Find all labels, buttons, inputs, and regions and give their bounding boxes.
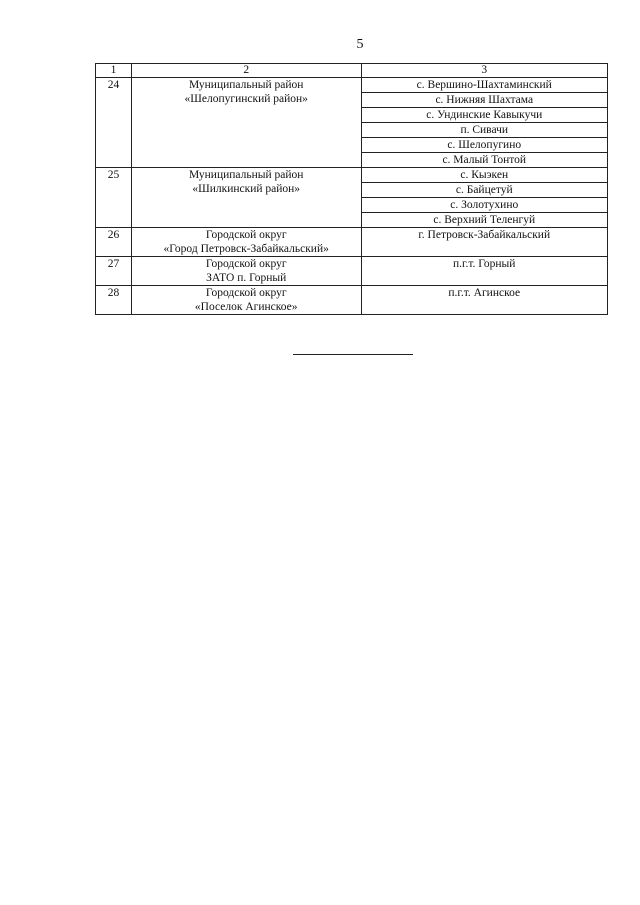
district-name-line: «Шилкинский район»	[192, 183, 301, 195]
settlement-cell: с. Малый Тонтой	[361, 153, 608, 168]
settlements-table	[95, 63, 608, 315]
settlement-cell: с. Нижняя Шахтама	[361, 93, 608, 108]
district-name-cell	[131, 286, 361, 315]
row-number: 24	[96, 78, 132, 168]
district-name-cell	[131, 257, 361, 286]
district-name-line: Муниципальный район	[188, 169, 304, 181]
district-name-cell	[131, 228, 361, 257]
settlement-cell: с. Ундинские Кавыкучи	[361, 108, 608, 123]
district-name-cell	[131, 78, 361, 168]
district-name-line: Муниципальный район	[188, 79, 304, 91]
row-number: 27	[96, 257, 132, 286]
table-row	[96, 257, 608, 286]
settlement-cell: с. Шелопугино	[361, 138, 608, 153]
table-row	[96, 78, 608, 93]
settlement-cell: п.г.т. Горный	[361, 257, 608, 286]
district-name-line: «Шелопугинский район»	[184, 93, 308, 105]
end-rule	[293, 354, 413, 355]
settlement-cell: с. Золотухино	[361, 198, 608, 213]
settlement-cell: п. Сивачи	[361, 123, 608, 138]
district-name-line: Городской округ	[205, 229, 287, 241]
district-name-line: «Город Петровск-Забайкальский»	[163, 243, 329, 255]
district-name-line: Городской округ	[205, 287, 287, 299]
header-col-2: 2	[131, 64, 361, 78]
district-name-cell	[131, 168, 361, 228]
row-number: 28	[96, 286, 132, 315]
row-number: 26	[96, 228, 132, 257]
page-number: 5	[356, 37, 364, 52]
district-name-line: ЗАТО п. Горный	[206, 272, 287, 284]
table-row	[96, 286, 608, 315]
settlement-cell: п.г.т. Агинское	[361, 286, 608, 315]
table-row	[96, 228, 608, 257]
header-col-3: 3	[361, 64, 608, 78]
table-header-row	[96, 64, 608, 78]
district-name-line: Городской округ	[205, 258, 287, 270]
settlement-cell: с. Кыэкен	[361, 168, 608, 183]
settlement-cell: с. Верхний Теленгуй	[361, 213, 608, 228]
row-number: 25	[96, 168, 132, 228]
settlement-cell: с. Вершино-Шахтаминский	[361, 78, 608, 93]
settlement-cell: с. Байцетуй	[361, 183, 608, 198]
header-col-1: 1	[96, 64, 132, 78]
table-row	[96, 168, 608, 183]
district-name-line: «Поселок Агинское»	[194, 301, 298, 313]
settlement-cell: г. Петровск-Забайкальский	[361, 228, 608, 257]
